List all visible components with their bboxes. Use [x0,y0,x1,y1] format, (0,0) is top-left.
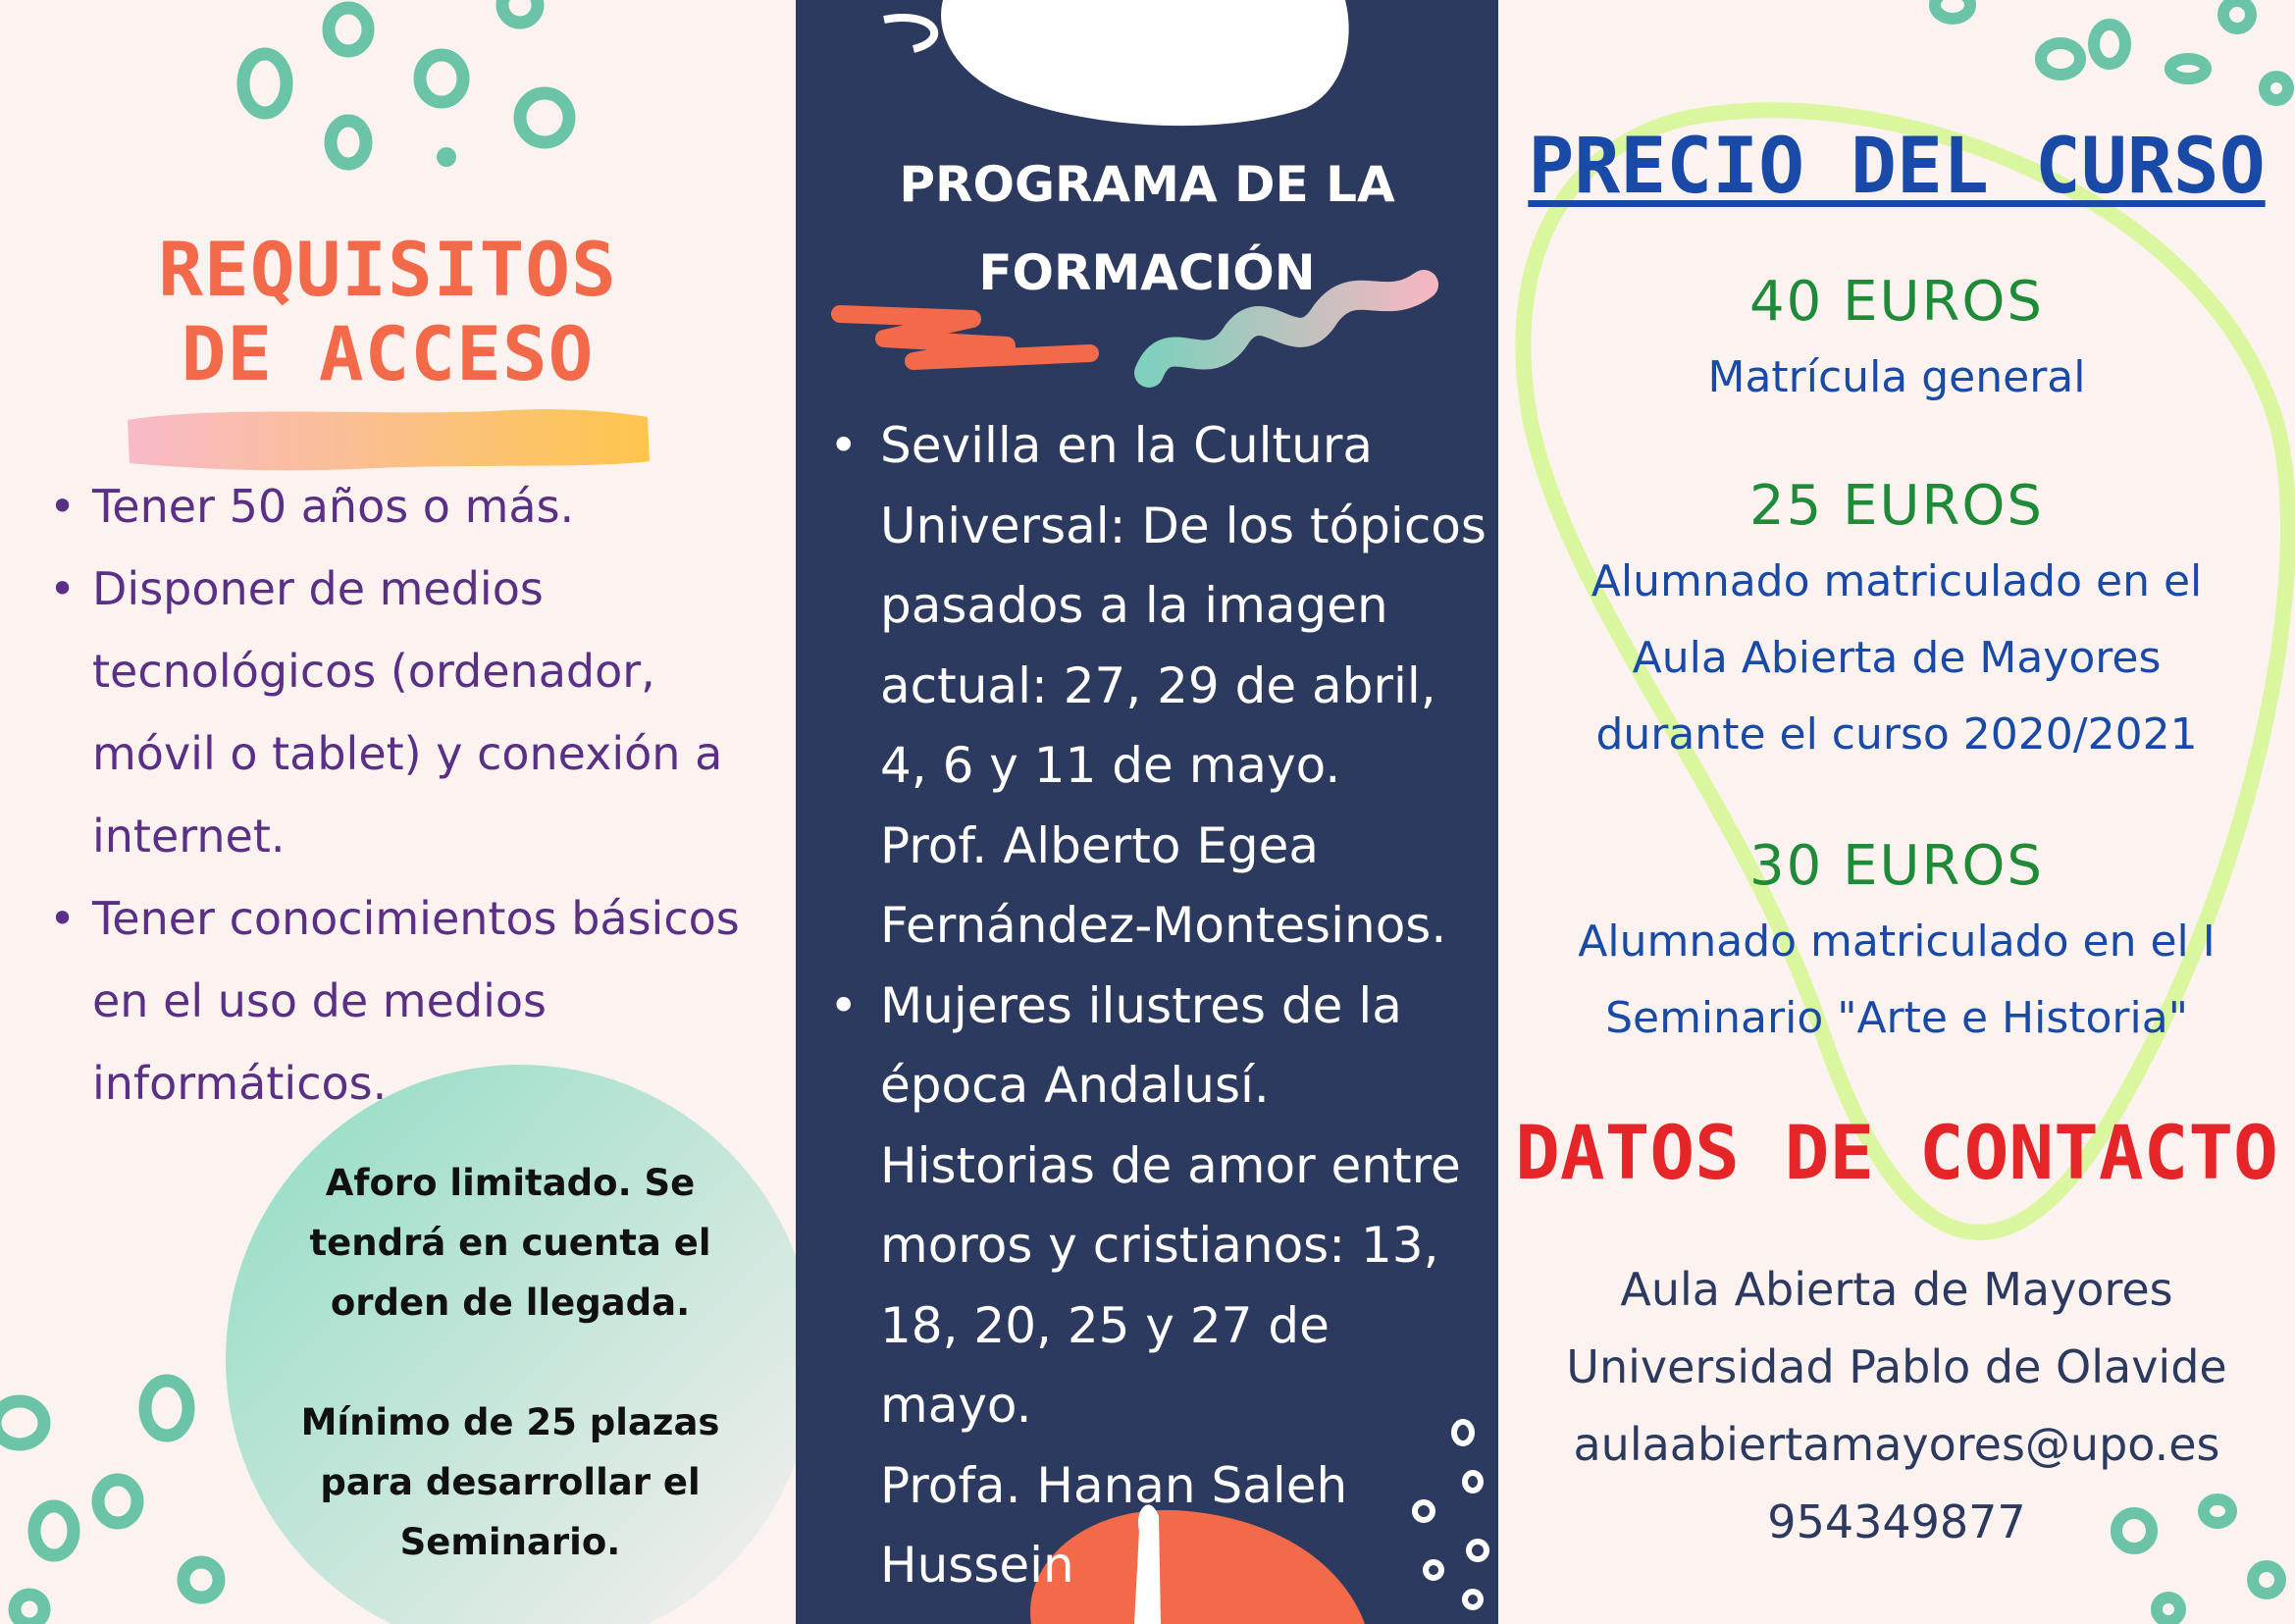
price-description: Aula Abierta de Mayores [1632,633,2162,683]
program-line: 4, 6 y 11 de mayo. [880,737,1341,794]
contact-block [1498,1251,2295,1561]
requirement-item: • Tener conocimientos básicos en el uso de medios informáticos. [49,877,756,1125]
contact-organization: Aula Abierta de Mayores [1620,1263,2173,1316]
note-line: para desarrollar el [320,1461,701,1503]
program-line: Sevilla en la Cultura [880,417,1374,474]
program-line: época Andalusí. [880,1057,1270,1114]
price-description: Alumnado matriculado en el [1591,556,2203,606]
right-column [1498,0,2295,1624]
program-heading-line: FORMACIÓN [978,244,1316,301]
program-heading-line: PROGRAMA DE LA [899,156,1395,213]
program-item [825,967,1492,1606]
program-item [825,406,1492,967]
capacity-note [275,1153,746,1572]
price-amount: 40 EUROS [1749,270,2044,334]
program-line: Hussein [880,1537,1074,1594]
contact-heading: DATOS DE CONTACTO [1515,1109,2278,1196]
price-description: Matrícula general [1707,352,2086,402]
note-line: tendrá en cuenta el [309,1222,711,1264]
note-line: Seminario. [399,1521,621,1563]
contact-university: Universidad Pablo de Olavide [1566,1340,2227,1393]
price-amount: 30 EUROS [1749,834,2044,898]
requirement-item: • Disponer de medios tecnológicos (ordenador, móvil o tablet) y conexión a internet. [49,548,756,877]
contact-phone[interactable]: 954349877 [1767,1495,2026,1548]
program-line: actual: 27, 29 de abril, [880,656,1436,714]
price-description: Alumnado matriculado en el I [1578,917,2216,967]
program-list [825,406,1492,1606]
program-line: Profa. Hanan Saleh [880,1456,1348,1514]
program-line: Historias de amor entre [880,1136,1461,1194]
price-description: durante el curso 2020/2021 [1595,709,2198,760]
program-line: pasados a la imagen [880,577,1388,634]
price-block [1498,265,2295,416]
price-description: Seminario "Arte e Historia" [1605,993,2188,1043]
requirement-item: • Tener 50 años o más. [49,465,756,548]
program-line: Universal: De los tópicos [880,497,1487,554]
note-line: Mínimo de 25 plazas [300,1401,720,1443]
program-line: Prof. Alberto Egea [880,816,1320,874]
note-line: Aforo limitado. Se [325,1162,696,1204]
price-heading: PRECIO DEL CURSO [1528,123,2266,211]
program-line: moros y cristianos: 13, [880,1217,1439,1274]
program-line: Fernández-Montesinos. [880,897,1447,954]
requirements-list [49,465,756,1125]
middle-column [796,0,1498,1624]
price-block [1498,469,2295,773]
program-heading [796,140,1498,317]
requirements-heading: REQUISITOS DE ACCESO [158,226,617,397]
contact-email[interactable]: aulaabiertamayores@upo.es [1573,1418,2220,1471]
left-column [0,0,796,1624]
note-line: orden de llegada. [330,1282,691,1324]
program-line: 18, 20, 25 y 27 de mayo. [880,1296,1330,1434]
price-amount: 25 EUROS [1749,474,2044,538]
price-block [1498,829,2295,1057]
program-line: Mujeres ilustres de la [880,976,1402,1034]
